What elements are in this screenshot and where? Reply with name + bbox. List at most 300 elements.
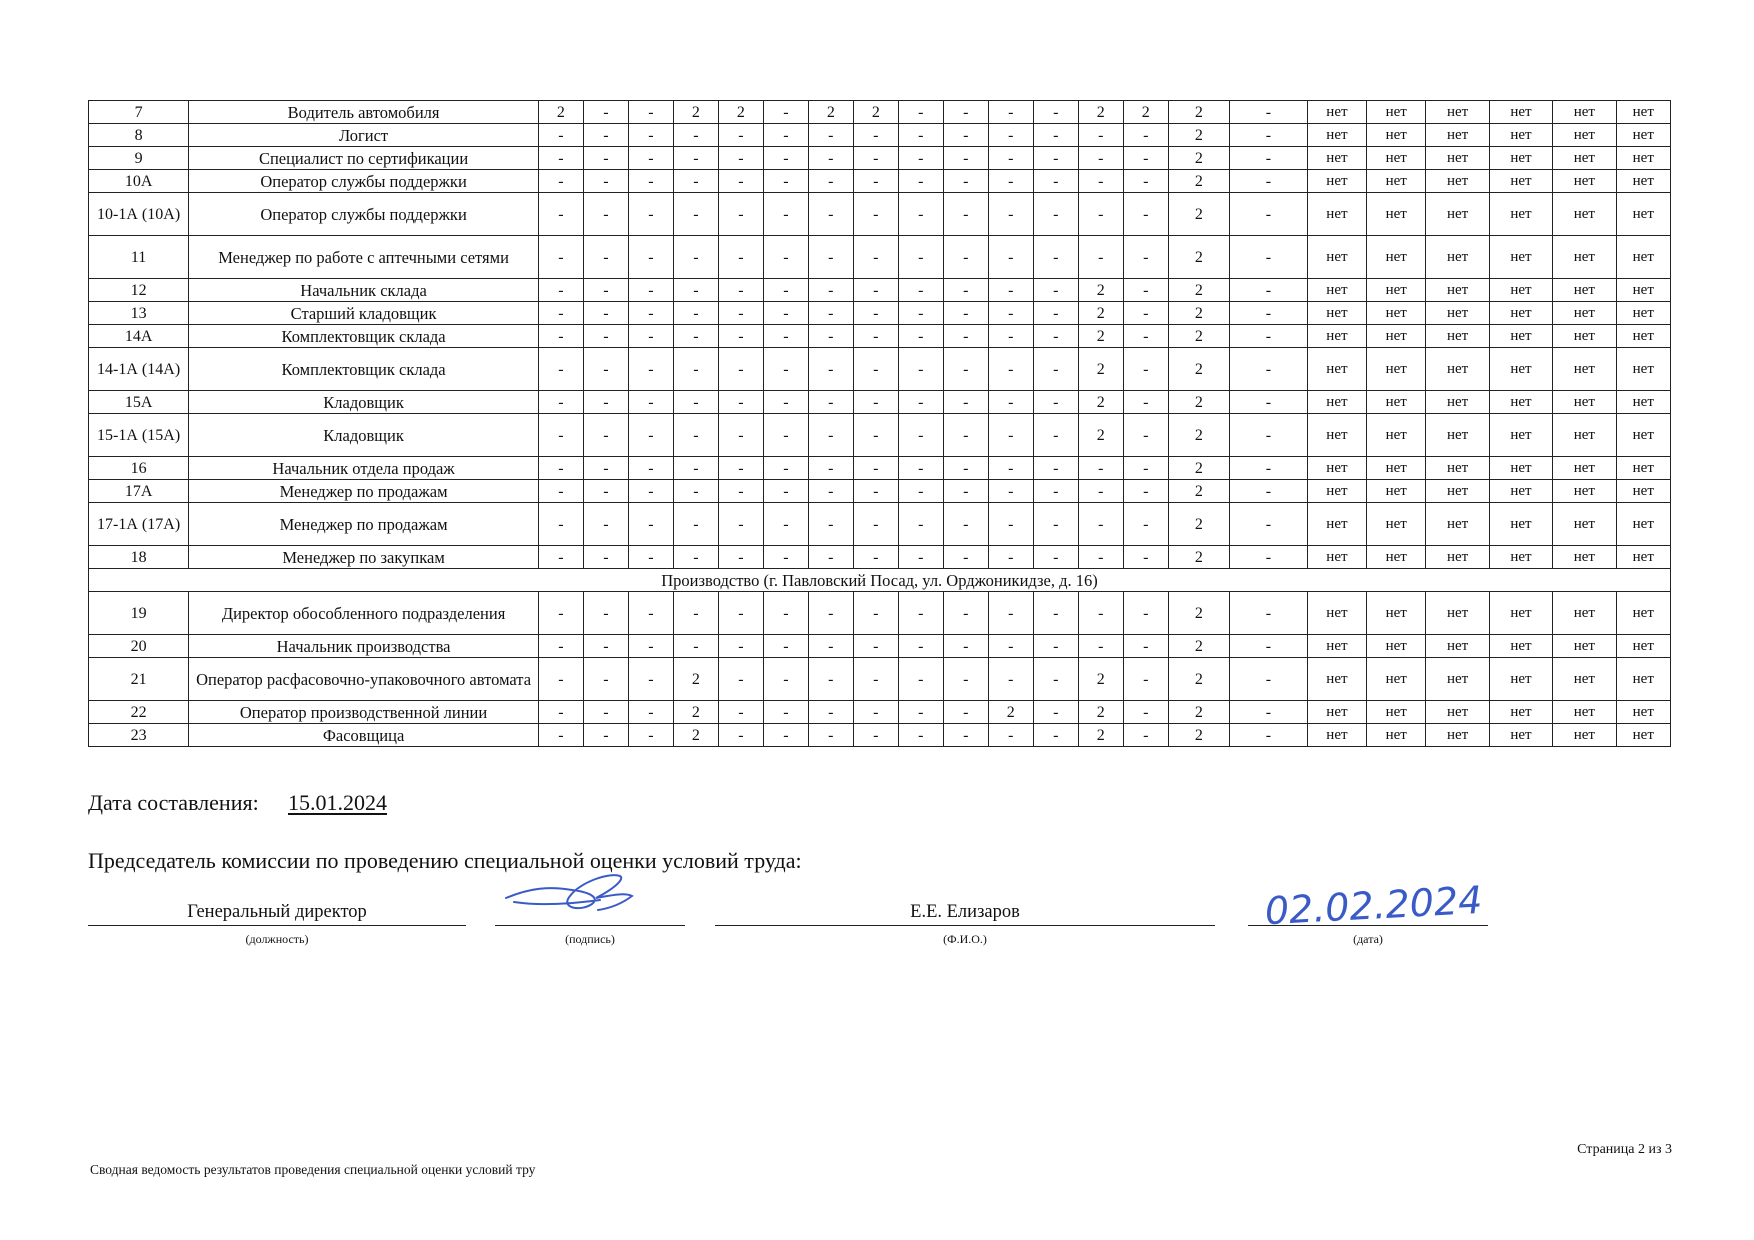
flag-cell: нет [1553, 325, 1616, 348]
class-cell: - [898, 635, 943, 658]
class-cell: - [583, 701, 628, 724]
class-cell: - [808, 457, 853, 480]
class-cell: - [1230, 658, 1308, 701]
flag-cell: нет [1616, 391, 1670, 414]
class-cell: 2 [1168, 325, 1229, 348]
class-cell: - [673, 348, 718, 391]
class-cell: - [763, 193, 808, 236]
flag-cell: нет [1616, 503, 1670, 546]
job-title: Оператор службы поддержки [189, 170, 539, 193]
class-cell: - [853, 279, 898, 302]
flag-cell: нет [1489, 457, 1552, 480]
class-cell: - [898, 170, 943, 193]
class-cell: - [763, 170, 808, 193]
class-cell: - [1123, 193, 1168, 236]
flag-cell: нет [1489, 414, 1552, 457]
class-cell: - [583, 348, 628, 391]
position-caption: (должность) [245, 932, 309, 946]
job-title: Комплектовщик склада [189, 325, 539, 348]
row-number: 20 [89, 635, 189, 658]
flag-cell: нет [1367, 480, 1426, 503]
class-cell: - [1230, 592, 1308, 635]
class-cell: - [1033, 348, 1078, 391]
class-cell: 2 [1168, 147, 1229, 170]
flag-cell: нет [1553, 101, 1616, 124]
class-cell: - [853, 546, 898, 569]
flag-cell: нет [1489, 170, 1552, 193]
class-cell: 2 [988, 701, 1033, 724]
class-cell: - [898, 701, 943, 724]
class-cell: - [853, 724, 898, 747]
table-row [89, 391, 1671, 414]
flag-cell: нет [1553, 546, 1616, 569]
class-cell: 2 [1168, 414, 1229, 457]
class-cell: - [763, 101, 808, 124]
class-cell: - [628, 279, 673, 302]
class-cell: - [1078, 124, 1123, 147]
flag-cell: нет [1367, 147, 1426, 170]
class-cell: - [988, 325, 1033, 348]
flag-cell: нет [1553, 279, 1616, 302]
class-cell: - [673, 457, 718, 480]
class-cell: 2 [1078, 701, 1123, 724]
class-cell: - [538, 480, 583, 503]
class-cell: - [1033, 635, 1078, 658]
class-cell: - [673, 546, 718, 569]
class-cell: - [583, 503, 628, 546]
class-cell: - [763, 503, 808, 546]
flag-cell: нет [1616, 101, 1670, 124]
class-cell: - [628, 325, 673, 348]
class-cell: - [673, 391, 718, 414]
flag-cell: нет [1307, 193, 1366, 236]
flag-cell: нет [1426, 302, 1489, 325]
class-cell: - [808, 236, 853, 279]
signature-line [495, 925, 685, 926]
row-number: 17А [89, 480, 189, 503]
class-cell: 2 [1078, 414, 1123, 457]
job-title: Кладовщик [189, 391, 539, 414]
class-cell: - [628, 658, 673, 701]
class-cell: - [673, 480, 718, 503]
class-cell: - [1078, 170, 1123, 193]
class-cell: - [718, 170, 763, 193]
class-cell: - [853, 503, 898, 546]
flag-cell: нет [1307, 124, 1366, 147]
flag-cell: нет [1489, 546, 1552, 569]
class-cell: - [763, 546, 808, 569]
table-row [89, 170, 1671, 193]
class-cell: - [583, 457, 628, 480]
class-cell: 2 [1168, 635, 1229, 658]
class-cell: - [1230, 325, 1308, 348]
flag-cell: нет [1367, 457, 1426, 480]
class-cell: - [898, 414, 943, 457]
class-cell: - [1078, 457, 1123, 480]
flag-cell: нет [1616, 302, 1670, 325]
class-cell: - [943, 592, 988, 635]
flag-cell: нет [1367, 348, 1426, 391]
class-cell: - [808, 701, 853, 724]
class-cell: - [538, 279, 583, 302]
class-cell: - [898, 279, 943, 302]
row-number: 11 [89, 236, 189, 279]
flag-cell: нет [1307, 658, 1366, 701]
class-cell: - [1033, 147, 1078, 170]
class-cell: 2 [673, 724, 718, 747]
results-table [88, 100, 1671, 747]
flag-cell: нет [1489, 724, 1552, 747]
flag-cell: нет [1367, 592, 1426, 635]
class-cell: - [988, 457, 1033, 480]
class-cell: 2 [1168, 480, 1229, 503]
class-cell: - [943, 193, 988, 236]
flag-cell: нет [1367, 701, 1426, 724]
row-number: 10А [89, 170, 189, 193]
class-cell: - [583, 147, 628, 170]
class-cell: - [763, 391, 808, 414]
job-title: Специалист по сертификации [189, 147, 539, 170]
class-cell: - [673, 503, 718, 546]
class-cell: - [808, 480, 853, 503]
flag-cell: нет [1489, 480, 1552, 503]
job-title: Старший кладовщик [189, 302, 539, 325]
class-cell: - [808, 170, 853, 193]
flag-cell: нет [1426, 279, 1489, 302]
class-cell: - [853, 236, 898, 279]
class-cell: - [988, 236, 1033, 279]
class-cell: - [1033, 101, 1078, 124]
class-cell: - [898, 457, 943, 480]
class-cell: - [583, 480, 628, 503]
class-cell: - [718, 348, 763, 391]
flag-cell: нет [1307, 170, 1366, 193]
class-cell: - [1078, 592, 1123, 635]
class-cell: - [808, 391, 853, 414]
class-cell: - [763, 658, 808, 701]
class-cell: - [538, 147, 583, 170]
flag-cell: нет [1367, 193, 1426, 236]
row-number: 15А [89, 391, 189, 414]
flag-cell: нет [1553, 147, 1616, 170]
class-cell: - [538, 193, 583, 236]
class-cell: - [853, 325, 898, 348]
class-cell: - [763, 325, 808, 348]
row-number: 7 [89, 101, 189, 124]
class-cell: - [853, 193, 898, 236]
flag-cell: нет [1426, 101, 1489, 124]
row-number: 14А [89, 325, 189, 348]
date-caption: (дата) [1353, 932, 1383, 946]
class-cell: 2 [1078, 101, 1123, 124]
row-number: 15-1А (15А) [89, 414, 189, 457]
flag-cell: нет [1616, 279, 1670, 302]
class-cell: - [1033, 124, 1078, 147]
class-cell: - [1033, 414, 1078, 457]
class-cell: - [808, 414, 853, 457]
class-cell: 2 [1078, 302, 1123, 325]
class-cell: - [988, 193, 1033, 236]
flag-cell: нет [1616, 124, 1670, 147]
row-number: 9 [89, 147, 189, 170]
footer-document-title: Сводная ведомость результатов проведения специальной оценки условий тру [90, 1162, 536, 1177]
class-cell: - [628, 147, 673, 170]
class-cell: - [808, 635, 853, 658]
job-title: Оператор службы поддержки [189, 193, 539, 236]
class-cell: - [718, 302, 763, 325]
class-cell: - [538, 658, 583, 701]
class-cell: 2 [1168, 701, 1229, 724]
flag-cell: нет [1553, 193, 1616, 236]
class-cell: - [1123, 348, 1168, 391]
class-cell: - [853, 701, 898, 724]
class-cell: - [988, 592, 1033, 635]
class-cell: - [1033, 546, 1078, 569]
row-number: 14-1А (14А) [89, 348, 189, 391]
class-cell: - [763, 701, 808, 724]
table-row [89, 325, 1671, 348]
flag-cell: нет [1426, 635, 1489, 658]
class-cell: - [1078, 193, 1123, 236]
class-cell: 2 [673, 658, 718, 701]
job-title: Оператор производственной линии [189, 701, 539, 724]
class-cell: - [1123, 658, 1168, 701]
class-cell: - [943, 101, 988, 124]
class-cell: - [583, 279, 628, 302]
class-cell: - [628, 170, 673, 193]
chair-text: Председатель комиссии по проведению специальной оценки условий труда: [88, 848, 802, 873]
class-cell: - [673, 414, 718, 457]
table-row [89, 701, 1671, 724]
class-cell: - [718, 147, 763, 170]
class-cell: - [763, 302, 808, 325]
flag-cell: нет [1307, 503, 1366, 546]
class-cell: - [898, 325, 943, 348]
class-cell: - [943, 325, 988, 348]
class-cell: - [898, 147, 943, 170]
class-cell: - [1230, 546, 1308, 569]
class-cell: - [628, 193, 673, 236]
class-cell: - [898, 348, 943, 391]
class-cell: 2 [1168, 503, 1229, 546]
job-title: Менеджер по закупкам [189, 546, 539, 569]
class-cell: - [763, 480, 808, 503]
fio-value: Е.Е. Елизаров [910, 902, 1020, 922]
class-cell: - [628, 302, 673, 325]
class-cell: - [763, 635, 808, 658]
flag-cell: нет [1616, 658, 1670, 701]
class-cell: 2 [673, 101, 718, 124]
class-cell: - [1123, 170, 1168, 193]
class-cell: - [943, 658, 988, 701]
class-cell: - [808, 546, 853, 569]
class-cell: - [853, 348, 898, 391]
class-cell: - [943, 414, 988, 457]
class-cell: - [763, 279, 808, 302]
class-cell: - [988, 279, 1033, 302]
class-cell: - [1230, 635, 1308, 658]
class-cell: - [1230, 391, 1308, 414]
table-row [89, 279, 1671, 302]
class-cell: - [538, 348, 583, 391]
position-line [88, 925, 466, 926]
class-cell: 2 [853, 101, 898, 124]
flag-cell: нет [1553, 348, 1616, 391]
table-row [89, 124, 1671, 147]
class-cell: - [1078, 236, 1123, 279]
class-cell: - [673, 236, 718, 279]
date-value: 15.01.2024 [288, 790, 387, 815]
class-cell: - [1078, 546, 1123, 569]
flag-cell: нет [1616, 457, 1670, 480]
class-cell: - [1033, 592, 1078, 635]
table-row [89, 414, 1671, 457]
class-cell: - [1123, 236, 1168, 279]
class-cell: - [1033, 658, 1078, 701]
flag-cell: нет [1553, 701, 1616, 724]
class-cell: 2 [1078, 325, 1123, 348]
class-cell: - [1230, 414, 1308, 457]
class-cell: 2 [1168, 724, 1229, 747]
class-cell: - [1230, 147, 1308, 170]
flag-cell: нет [1489, 302, 1552, 325]
class-cell: - [538, 170, 583, 193]
flag-cell: нет [1367, 635, 1426, 658]
flag-cell: нет [1553, 724, 1616, 747]
class-cell: - [988, 503, 1033, 546]
flag-cell: нет [1307, 414, 1366, 457]
flag-cell: нет [1367, 124, 1426, 147]
class-cell: - [1123, 480, 1168, 503]
flag-cell: нет [1307, 101, 1366, 124]
class-cell: - [763, 592, 808, 635]
class-cell: 2 [1078, 391, 1123, 414]
job-title: Начальник производства [189, 635, 539, 658]
class-cell: - [898, 101, 943, 124]
row-number: 21 [89, 658, 189, 701]
flag-cell: нет [1489, 124, 1552, 147]
table-row [89, 457, 1671, 480]
flag-cell: нет [1426, 457, 1489, 480]
class-cell: - [1033, 480, 1078, 503]
class-cell: - [583, 546, 628, 569]
flag-cell: нет [1367, 546, 1426, 569]
class-cell: - [1078, 147, 1123, 170]
flag-cell: нет [1553, 391, 1616, 414]
table-row [89, 193, 1671, 236]
class-cell: - [988, 658, 1033, 701]
class-cell: - [583, 325, 628, 348]
row-number: 8 [89, 124, 189, 147]
class-cell: - [853, 457, 898, 480]
class-cell: 2 [1078, 658, 1123, 701]
flag-cell: нет [1307, 279, 1366, 302]
job-title: Логист [189, 124, 539, 147]
flag-cell: нет [1307, 302, 1366, 325]
flag-cell: нет [1616, 348, 1670, 391]
flag-cell: нет [1426, 193, 1489, 236]
flag-cell: нет [1553, 170, 1616, 193]
class-cell: - [538, 325, 583, 348]
class-cell: - [718, 658, 763, 701]
flag-cell: нет [1426, 592, 1489, 635]
class-cell: - [1230, 302, 1308, 325]
table-row [89, 592, 1671, 635]
flag-cell: нет [1307, 236, 1366, 279]
class-cell: - [808, 193, 853, 236]
class-cell: - [943, 457, 988, 480]
class-cell: - [538, 414, 583, 457]
class-cell: - [763, 124, 808, 147]
row-number: 12 [89, 279, 189, 302]
class-cell: - [988, 414, 1033, 457]
class-cell: - [1230, 101, 1308, 124]
class-cell: - [808, 503, 853, 546]
class-cell: 2 [1168, 279, 1229, 302]
flag-cell: нет [1307, 592, 1366, 635]
class-cell: - [1230, 724, 1308, 747]
class-cell: - [943, 724, 988, 747]
flag-cell: нет [1307, 635, 1366, 658]
flag-cell: нет [1367, 325, 1426, 348]
flag-cell: нет [1553, 658, 1616, 701]
class-cell: - [538, 457, 583, 480]
class-cell: 2 [1078, 279, 1123, 302]
class-cell: - [898, 546, 943, 569]
class-cell: - [538, 236, 583, 279]
class-cell: - [628, 414, 673, 457]
class-cell: - [583, 302, 628, 325]
class-cell: - [718, 724, 763, 747]
class-cell: - [718, 701, 763, 724]
table-row [89, 724, 1671, 747]
class-cell: - [1033, 701, 1078, 724]
section-title: Производство (г. Павловский Посад, ул. Орджоникидзе, д. 16) [89, 569, 1671, 592]
class-cell: - [988, 348, 1033, 391]
class-cell: - [673, 279, 718, 302]
flag-cell: нет [1426, 546, 1489, 569]
class-cell: - [898, 724, 943, 747]
class-cell: - [943, 302, 988, 325]
class-cell: - [718, 325, 763, 348]
class-cell: - [1123, 279, 1168, 302]
class-cell: - [943, 147, 988, 170]
flag-cell: нет [1367, 279, 1426, 302]
class-cell: - [538, 701, 583, 724]
class-cell: - [673, 193, 718, 236]
flag-cell: нет [1367, 658, 1426, 701]
flag-cell: нет [1616, 325, 1670, 348]
class-cell: - [853, 124, 898, 147]
class-cell: - [898, 236, 943, 279]
table-row [89, 302, 1671, 325]
class-cell: - [943, 279, 988, 302]
job-title: Менеджер по работе с аптечными сетями [189, 236, 539, 279]
class-cell: 2 [1168, 302, 1229, 325]
class-cell: - [808, 724, 853, 747]
class-cell: 2 [1168, 391, 1229, 414]
class-cell: - [628, 592, 673, 635]
flag-cell: нет [1307, 147, 1366, 170]
class-cell: - [988, 546, 1033, 569]
class-cell: - [943, 480, 988, 503]
class-cell: - [988, 480, 1033, 503]
class-cell: - [808, 658, 853, 701]
class-cell: - [718, 414, 763, 457]
class-cell: - [1230, 480, 1308, 503]
class-cell: - [943, 348, 988, 391]
flag-cell: нет [1489, 147, 1552, 170]
